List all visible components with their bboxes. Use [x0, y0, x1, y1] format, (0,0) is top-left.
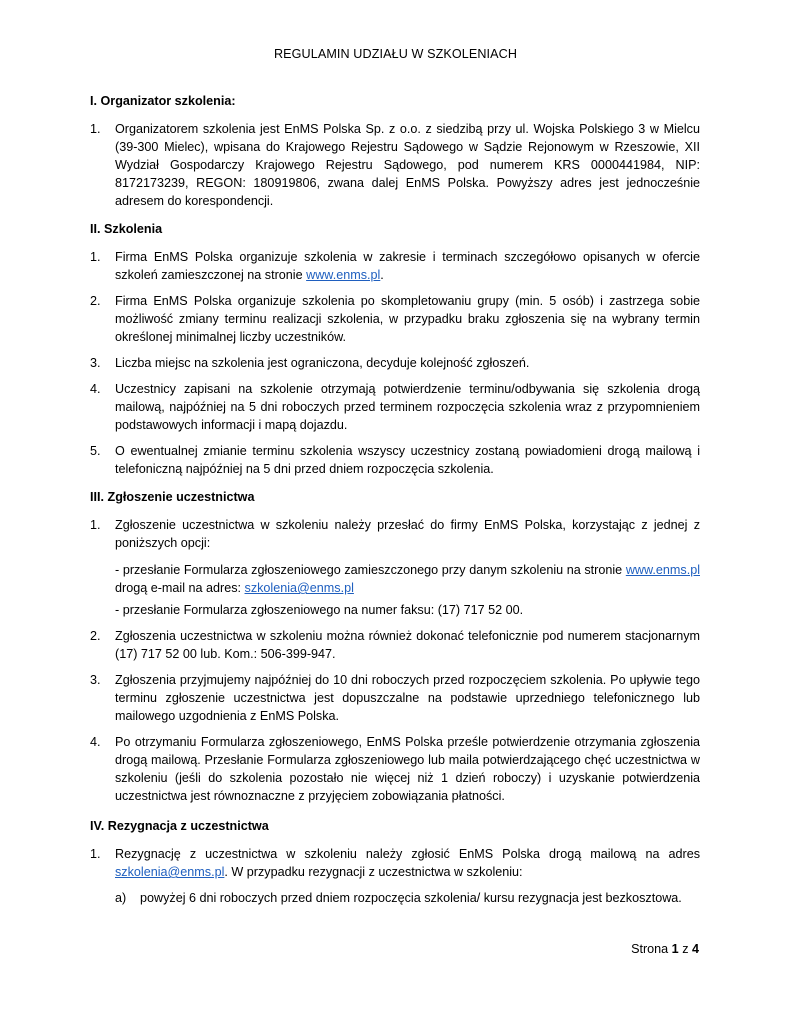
list-text: Liczba miejsc na szkolenia jest ograniczona, decyduje kolejność zgłoszeń. — [115, 356, 530, 370]
sub-list-item — [115, 889, 700, 907]
list-item — [90, 380, 700, 434]
list-number: 2. — [90, 294, 101, 308]
list-text: Zgłoszenia uczestnictwa w szkoleniu można również dokonać telefonicznie pod numerem stacjonarnym (17) 717 52 00 lub. Kom.: 506-399-947. — [115, 629, 700, 661]
list-text: Uczestnicy zapisani na szkolenie otrzymają potwierdzenie terminu/odbywania się szkolenia drogą mailową, najpóźniej na 5 dni roboczych przed terminem rozpoczęcia szkolenia wraz z przypomnieniem podstawowych informacji i mapą dojazdu. — [115, 382, 700, 432]
list-text: Zgłoszenia przyjmujemy najpóźniej do 10 dni roboczych przed rozpoczęciem szkolenia. Po upływie tego terminu zgłoszenie uczestnictwa jest dopuszczalne na podstawie uprzedniego telefonicznego lub mailowego uzgodnienia z EnMS Polska. — [115, 673, 700, 723]
sub-list-label: a) — [115, 891, 127, 905]
option-fax: - przesłanie Formularza zgłoszeniowego na numer faksu: (17) 717 52 00. — [115, 603, 524, 617]
document-title: REGULAMIN UDZIAŁU W SZKOLENIACH — [273, 47, 518, 61]
list-number: 3. — [90, 673, 101, 687]
website-link[interactable]: www.enms.pl — [306, 268, 381, 282]
list-number: 3. — [90, 356, 101, 370]
page-label: Strona — [631, 942, 669, 956]
section-heading-trainings: II. Szkolenia — [90, 222, 163, 236]
list-item — [90, 354, 700, 372]
list-item — [90, 671, 700, 725]
list-text: Rezygnację z uczestnictwa w szkoleniu należy zgłosić EnMS Polska drogą mailową na adres — [115, 847, 700, 861]
current-page-number: 1 — [671, 942, 679, 956]
list-text: Firma EnMS Polska organizuje szkolenia w zakresie i terminach szczegółowo opisanych w ofercie szkoleń zamieszczonej na stronie — [115, 250, 700, 282]
list-item — [90, 248, 700, 284]
list-text-end: . W przypadku rezygnacji z uczestnictwa w szkoleniu: — [224, 865, 523, 879]
total-pages-number: 4 — [691, 942, 699, 956]
section-heading-registration: III. Zgłoszenie uczestnictwa — [90, 490, 255, 504]
email-link[interactable]: szkolenia@enms.pl — [244, 581, 354, 595]
list-text: Zgłoszenie uczestnictwa w szkoleniu należy przesłać do firmy EnMS Polska, korzystając z jednej z poniższych opcji: — [115, 518, 700, 550]
option-email — [115, 561, 700, 597]
list-text: Firma EnMS Polska organizuje szkolenia po skompletowaniu grupy (min. 5 osób) i zastrzega sobie możliwość zmiany terminu realizacji szkolenia, w przypadku braku zgłoszenia się na wybrany termin określonej minimalnej liczby uczestników. — [115, 294, 700, 344]
document-body — [90, 92, 700, 915]
list-number: 1. — [90, 250, 101, 264]
list-number: 1. — [90, 122, 101, 136]
option-email-text: - przesłanie Formularza zgłoszeniowego zamieszczonego przy danym szkoleniu na stronie — [115, 563, 626, 577]
sub-list-text: powyżej 6 dni roboczych przed dniem rozpoczęcia szkolenia/ kursu rezygnacja jest bezkosztowa. — [140, 891, 682, 905]
list-item — [90, 292, 700, 346]
list-number: 5. — [90, 444, 101, 458]
list-text: O ewentualnej zmianie terminu szkolenia wszyscy uczestnicy zostaną powiadomieni drogą mailową i telefoniczną najpóźniej na 5 dni przed dniem rozpoczęcia szkolenia. — [115, 444, 700, 476]
page-separator: z — [682, 942, 689, 956]
list-item — [90, 627, 700, 663]
list-text-end: . — [380, 268, 384, 282]
section-heading-organizer: I. Organizator szkolenia: — [90, 94, 236, 108]
page-footer — [631, 942, 699, 956]
email-link[interactable]: szkolenia@enms.pl — [115, 865, 225, 879]
option-email-middle: drogą e-mail na adres: — [115, 581, 245, 595]
list-number: 4. — [90, 382, 101, 396]
website-link[interactable]: www.enms.pl — [625, 563, 700, 577]
list-item — [90, 733, 700, 805]
list-item — [90, 845, 700, 907]
list-number: 2. — [90, 629, 101, 643]
list-text: Po otrzymaniu Formularza zgłoszeniowego, EnMS Polska prześle potwierdzenie otrzymania zgłoszenia drogą mailową. Przesłanie Formularza zgłoszeniowego lub maila potwierdzającego chęć uczestnictwa w szkoleniu (jeśli do szkolenia pozostało nie więcej niż 1 dzień roboczy) i uzyskanie potwierdzenia uczestnictwa jest równoznaczne z przyjęciem zobowiązania płatności. — [115, 735, 700, 803]
list-number: 1. — [90, 518, 101, 532]
list-item — [90, 516, 700, 619]
section-heading-resignation: IV. Rezygnacja z uczestnictwa — [90, 819, 269, 833]
list-number: 1. — [90, 847, 101, 861]
list-text: Organizatorem szkolenia jest EnMS Polska Sp. z o.o. z siedzibą przy ul. Wojska Polskiego 3 w Mielcu (39-300 Mielec), wpisana do Krajowego Rejestru Sądowego w Sądzie Rejonowym w Rzeszowie, XII Wydział Gospodarczy Krajowego Rejestru Sądowego, pod numerem KRS 0000441984, NIP: 8172173239, REGON: 180919806, zwana dalej EnMS Polska. Powyższy adres jest jednocześnie adresem do korespondencji. — [115, 122, 700, 208]
list-item — [90, 120, 700, 210]
list-item — [90, 442, 700, 478]
list-number: 4. — [90, 735, 101, 749]
